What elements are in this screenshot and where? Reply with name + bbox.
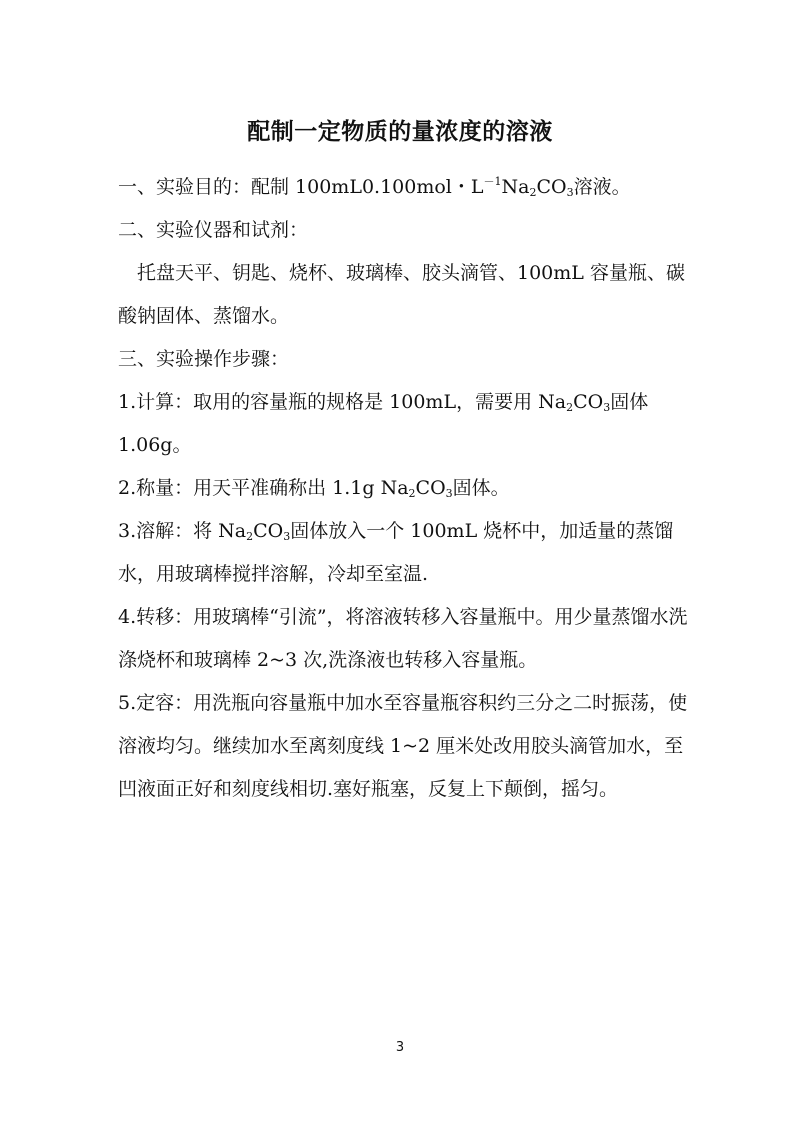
step-2-subscript-2: 2 [408, 487, 416, 500]
document-body [118, 166, 698, 811]
purpose-subscript-3: 3 [566, 186, 574, 199]
step-3-subscript-2: 2 [246, 530, 254, 543]
section-heading-instruments: 二、实验仪器和试剂： [118, 219, 309, 241]
step-1-calculate [118, 381, 698, 467]
step-3-suffix: 固体放入一个 100mL 烧杯中，加适量的蒸馏水，用玻璃棒搅拌溶解，冷却至室温. [118, 520, 674, 585]
page-number: 3 [395, 1040, 405, 1055]
step-2-co: CO [415, 477, 446, 499]
step-1-suffix: 固体 1.06g。 [118, 391, 649, 456]
step-3-subscript-3: 3 [283, 530, 291, 543]
step-3-dissolve [118, 510, 698, 596]
step-2-subscript-3: 3 [445, 487, 453, 500]
purpose-suffix: 溶液。 [573, 176, 631, 198]
step-5-make-up-volume: 5.定容：用洗瓶向容量瓶中加水至容量瓶容积约三分之二时振荡，使溶液均匀。继续加水至离刻度线 1~2 厘米处改用胶头滴管加水，至凹液面正好和刻度线相切.塞好瓶塞，反复上下颠倒，摇匀。 [118, 692, 688, 800]
purpose-line [118, 166, 698, 209]
section-heading-steps: 三、实验操作步骤： [118, 348, 290, 370]
step-3-prefix: 3.溶解：将 Na [118, 520, 247, 542]
purpose-subscript-2: 2 [529, 186, 537, 199]
step-3-co: CO [253, 520, 284, 542]
purpose-superscript: －1 [483, 175, 502, 188]
step-1-co: CO [573, 391, 604, 413]
purpose-co: CO [536, 176, 567, 198]
step-2-suffix: 固体。 [452, 477, 510, 499]
step-1-subscript-3: 3 [603, 401, 611, 414]
document-title: 配制一定物质的量浓度的溶液 [247, 119, 553, 145]
step-2-prefix: 2.称量：用天平准确称出 1.1g Na [118, 477, 409, 499]
step-4-transfer: 4.转移：用玻璃棒“引流”，将溶液转移入容量瓶中。用少量蒸馏水洗涤烧杯和玻璃棒 2~3 次,洗涤液也转移入容量瓶。 [118, 606, 688, 671]
step-2-weigh [118, 467, 698, 510]
purpose-prefix: 一、实验目的：配制 100mL0.100mol・L [118, 176, 484, 198]
instruments-paragraph: 托盘天平、钥匙、烧杯、玻璃棒、胶头滴管、100mL 容量瓶、碳酸钠固体、蒸馏水。 [118, 262, 685, 327]
step-1-subscript-2: 2 [566, 401, 574, 414]
step-1-prefix: 1.计算：取用的容量瓶的规格是 100mL，需要用 Na [118, 391, 567, 413]
purpose-na: Na [501, 176, 530, 198]
